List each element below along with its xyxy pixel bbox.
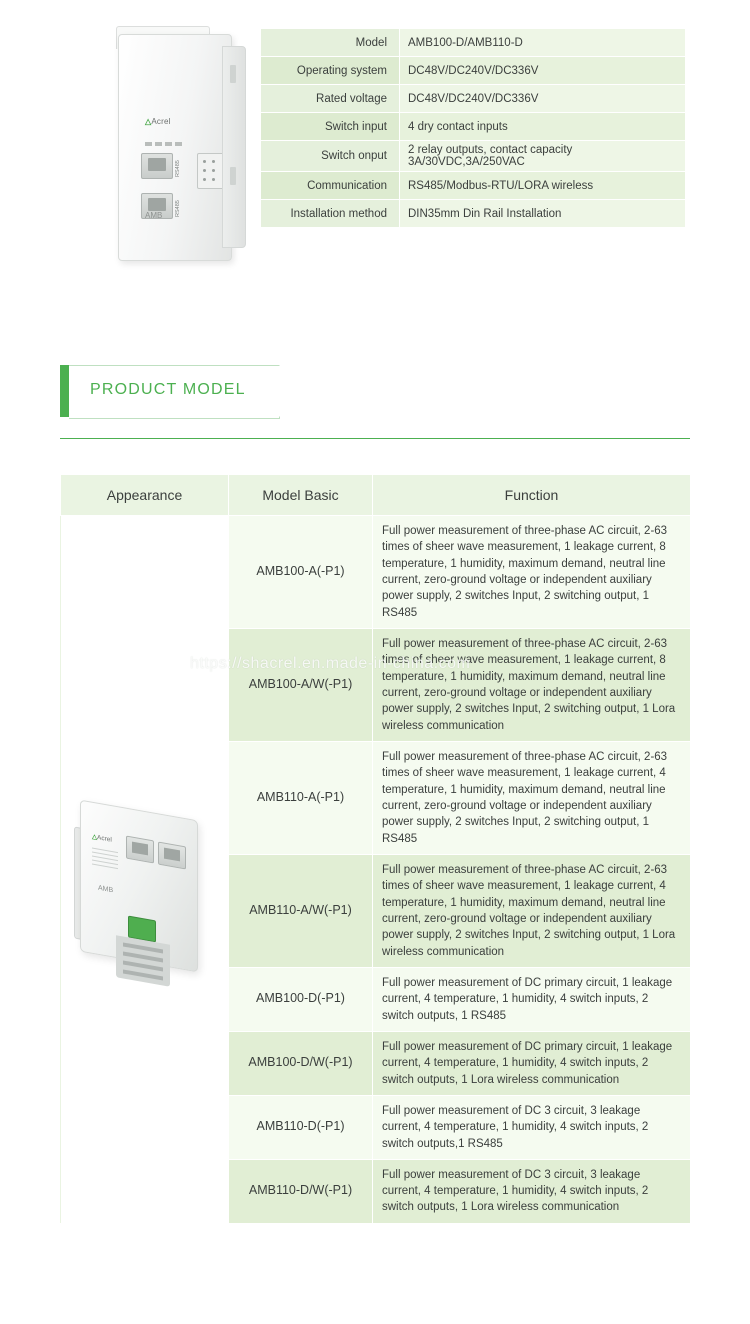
spec-row: [261, 57, 686, 85]
spec-key: Rated voltage: [261, 85, 400, 113]
model-function: Full power measurement of three-phase AC circuit, 2-63 times of sheer wave measurement, 1 leakage current, 8 temperature, 1 humidity, maximum demand, neutral line current, zero-ground voltage or independent auxiliary power supply, 2 switches Input, 2 switching output, 1 RS485: [373, 516, 691, 629]
model-name: AMB110-D/W(-P1): [229, 1159, 373, 1223]
spec-row: [261, 113, 686, 141]
spec-key: Model: [261, 29, 400, 57]
spec-value: DC48V/DC240V/DC336V: [400, 85, 686, 113]
spec-value: 2 relay outputs, contact capacity 3A/30VDC,3A/250VAC: [400, 141, 686, 172]
spec-key: Operating system: [261, 57, 400, 85]
model-function: Full power measurement of DC 3 circuit, 3 leakage current, 4 temperature, 1 humidity, 4 switch inputs, 2 switch outputs, 1 Lora wireless communication: [373, 1159, 691, 1223]
device-port-label-1: RS485: [175, 160, 181, 177]
model-function: Full power measurement of three-phase AC circuit, 2-63 times of sheer wave measurement, 1 leakage current, 4 temperature, 1 humidity, maximum demand, neutral line current, zero-ground voltage or independent auxiliary power supply, 2 switches Input, 2 switching output, 1 RS485: [373, 741, 691, 854]
model-name: AMB100-D/W(-P1): [229, 1031, 373, 1095]
device-lower-port-2: [158, 842, 186, 870]
section-arrow-icon: [279, 365, 307, 417]
spec-value: 4 dry contact inputs: [400, 113, 686, 141]
column-header-function: Function: [373, 475, 691, 516]
device-lower-brand-label: △Acrel: [92, 833, 112, 844]
table-row: [61, 516, 691, 629]
section-accent-bar: [60, 365, 69, 417]
spec-key: Switch input: [261, 113, 400, 141]
spec-value: DC48V/DC240V/DC336V: [400, 57, 686, 85]
device-lower-terminal-strip: [116, 935, 170, 987]
section-heading: [60, 365, 690, 423]
watermark-text: https://shacrel.en.made-in-china.com: [190, 655, 471, 672]
model-function: Full power measurement of three-phase AC circuit, 2-63 times of sheer wave measurement, 1 leakage current, 8 temperature, 1 humidity, maximum demand, neutral line current, zero-ground voltage or independent auxiliary power supply, 2 switches Input, 2 switching output, 1 Lora wireless communication: [373, 628, 691, 741]
device-led-strip: [145, 133, 193, 139]
model-function: Full power measurement of three-phase AC circuit, 2-63 times of sheer wave measurement, 1 leakage current, 4 temperature, 1 humidity, maximum demand, neutral line current, zero-ground voltage or independent auxiliary power supply, 2 switches Input, 2 switching output, 1 Lora wireless communication: [373, 854, 691, 967]
spec-key: Installation method: [261, 200, 400, 228]
device-port-label-2: RS485: [175, 200, 181, 217]
column-header-appearance: Appearance: [61, 475, 229, 516]
spec-row: [261, 85, 686, 113]
model-name: AMB110-A/W(-P1): [229, 854, 373, 967]
spec-value: DIN35mm Din Rail Installation: [400, 200, 686, 228]
model-name: AMB100-D(-P1): [229, 967, 373, 1031]
model-function: Full power measurement of DC primary circuit, 1 leakage current, 4 temperature, 1 humidity, 4 switch inputs, 2 switch outputs, 1 Lora wireless communication: [373, 1031, 691, 1095]
device-side-panel: [222, 46, 246, 248]
device-lower-vent-lines: [92, 848, 120, 881]
spec-row: [261, 200, 686, 228]
table-header-row: [61, 475, 691, 516]
column-header-model: Model Basic: [229, 475, 373, 516]
section-divider: [60, 438, 690, 439]
model-function: Full power measurement of DC 3 circuit, 3 leakage current, 4 temperature, 1 humidity, 4 switch inputs, 2 switch outputs,1 RS485: [373, 1095, 691, 1159]
model-name: AMB110-D(-P1): [229, 1095, 373, 1159]
device-image-top: [100, 26, 255, 276]
spec-value: AMB100-D/AMB110-D: [400, 29, 686, 57]
spec-key: Communication: [261, 172, 400, 200]
device-model-label: AMB: [145, 211, 163, 220]
device-lower-port-1: [126, 836, 154, 864]
section-title: PRODUCT MODEL: [90, 381, 246, 398]
model-name: AMB110-A(-P1): [229, 741, 373, 854]
spec-value: RS485/Modbus-RTU/LORA wireless: [400, 172, 686, 200]
device-rs485-port-1: [141, 153, 173, 179]
spec-key: Switch onput: [261, 141, 400, 172]
device-body: [118, 34, 232, 261]
model-function: Full power measurement of DC primary circuit, 1 leakage current, 4 temperature, 1 humidity, 4 switch inputs, 2 switch outputs, 1 RS485: [373, 967, 691, 1031]
specification-section: [0, 0, 750, 320]
spec-row: [261, 29, 686, 57]
device-lower-model-label: AMB: [98, 884, 114, 895]
model-name: AMB100-A/W(-P1): [229, 628, 373, 741]
spec-row: [261, 172, 686, 200]
spec-row: [261, 141, 686, 172]
device-image-lower: [68, 800, 218, 990]
model-name: AMB100-A(-P1): [229, 516, 373, 629]
device-terminal-connector: [197, 153, 225, 189]
device-brand-label: △Acrel: [145, 117, 171, 126]
specification-table: [260, 28, 686, 228]
